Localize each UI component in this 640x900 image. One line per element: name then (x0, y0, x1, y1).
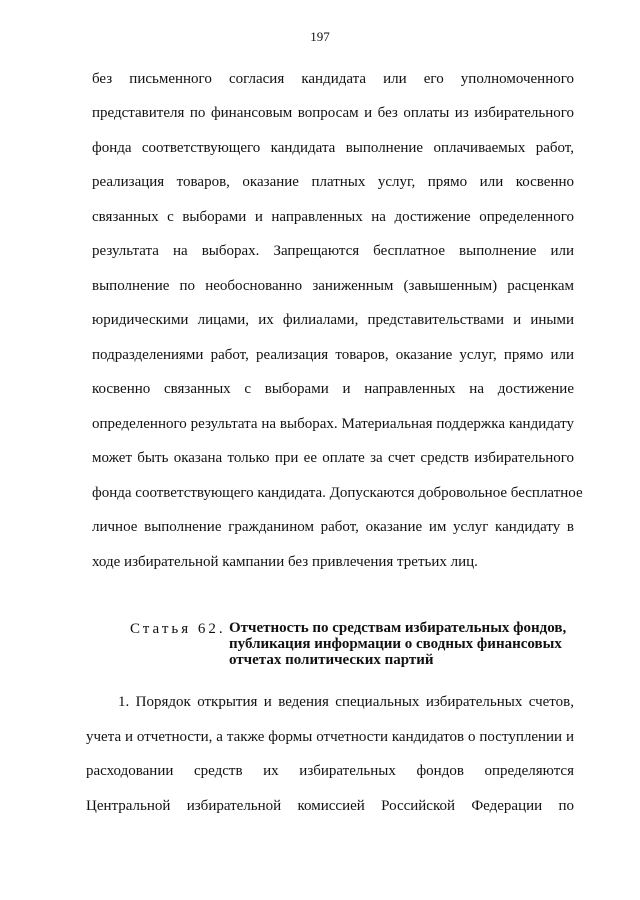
page-number: 197 (310, 29, 330, 44)
body-line: определенного результата на выборах. Материальная поддержка кандидату (92, 416, 574, 432)
article-title (229, 620, 574, 668)
body-line: юридическими лицами, их филиалами, представительствами и иными (92, 312, 574, 328)
body-line: представителя по финансовым вопросам и без оплаты из избирательного (92, 105, 574, 121)
paragraph-line: учета и отчетности, а также формы отчетности кандидатов о поступлении и (86, 729, 574, 745)
body-line: результата на выборах. Запрещаются бесплатное выполнение или (92, 243, 574, 259)
body-line: выполнение по необоснованно заниженным (завышенным) расценкам (92, 278, 574, 294)
body-line: без письменного согласия кандидата или его уполномоченного (92, 71, 574, 87)
article-title-line: отчетах политических партий (229, 652, 434, 668)
body-line: ходе избирательной кампании без привлечения третьих лиц. (92, 554, 478, 570)
body-line: подразделениями работ, реализация товаров, оказание услуг, прямо или (92, 347, 574, 363)
paragraph-line: 1. Порядок открытия и ведения специальных избирательных счетов, (118, 694, 574, 710)
body-line: личное выполнение гражданином работ, оказание им услуг кандидату в (92, 519, 574, 535)
article-label: Статья 62. (130, 621, 226, 637)
article-title-line: Отчетность по средствам избирательных фондов, (229, 620, 567, 636)
body-line: фонда соответствующего кандидата выполнение оплачиваемых работ, (92, 140, 574, 156)
article-title-line: публикация информации о сводных финансовых (229, 636, 562, 652)
paragraph-line: расходовании средств их избирательных фондов определяются (86, 763, 574, 779)
body-line: может быть оказана только при ее оплате за счет средств избирательного (92, 450, 574, 466)
body-line: реализация товаров, оказание платных услуг, прямо или косвенно (92, 174, 574, 190)
paragraph-line: Центральной избирательной комиссией Российской Федерации по (86, 798, 574, 814)
body-line: косвенно связанных с выборами и направленных на достижение (92, 381, 574, 397)
body-line: фонда соответствующего кандидата. Допускаются добровольное бесплатное (92, 485, 583, 501)
body-line: связанных с выборами и направленных на достижение определенного (92, 209, 574, 225)
